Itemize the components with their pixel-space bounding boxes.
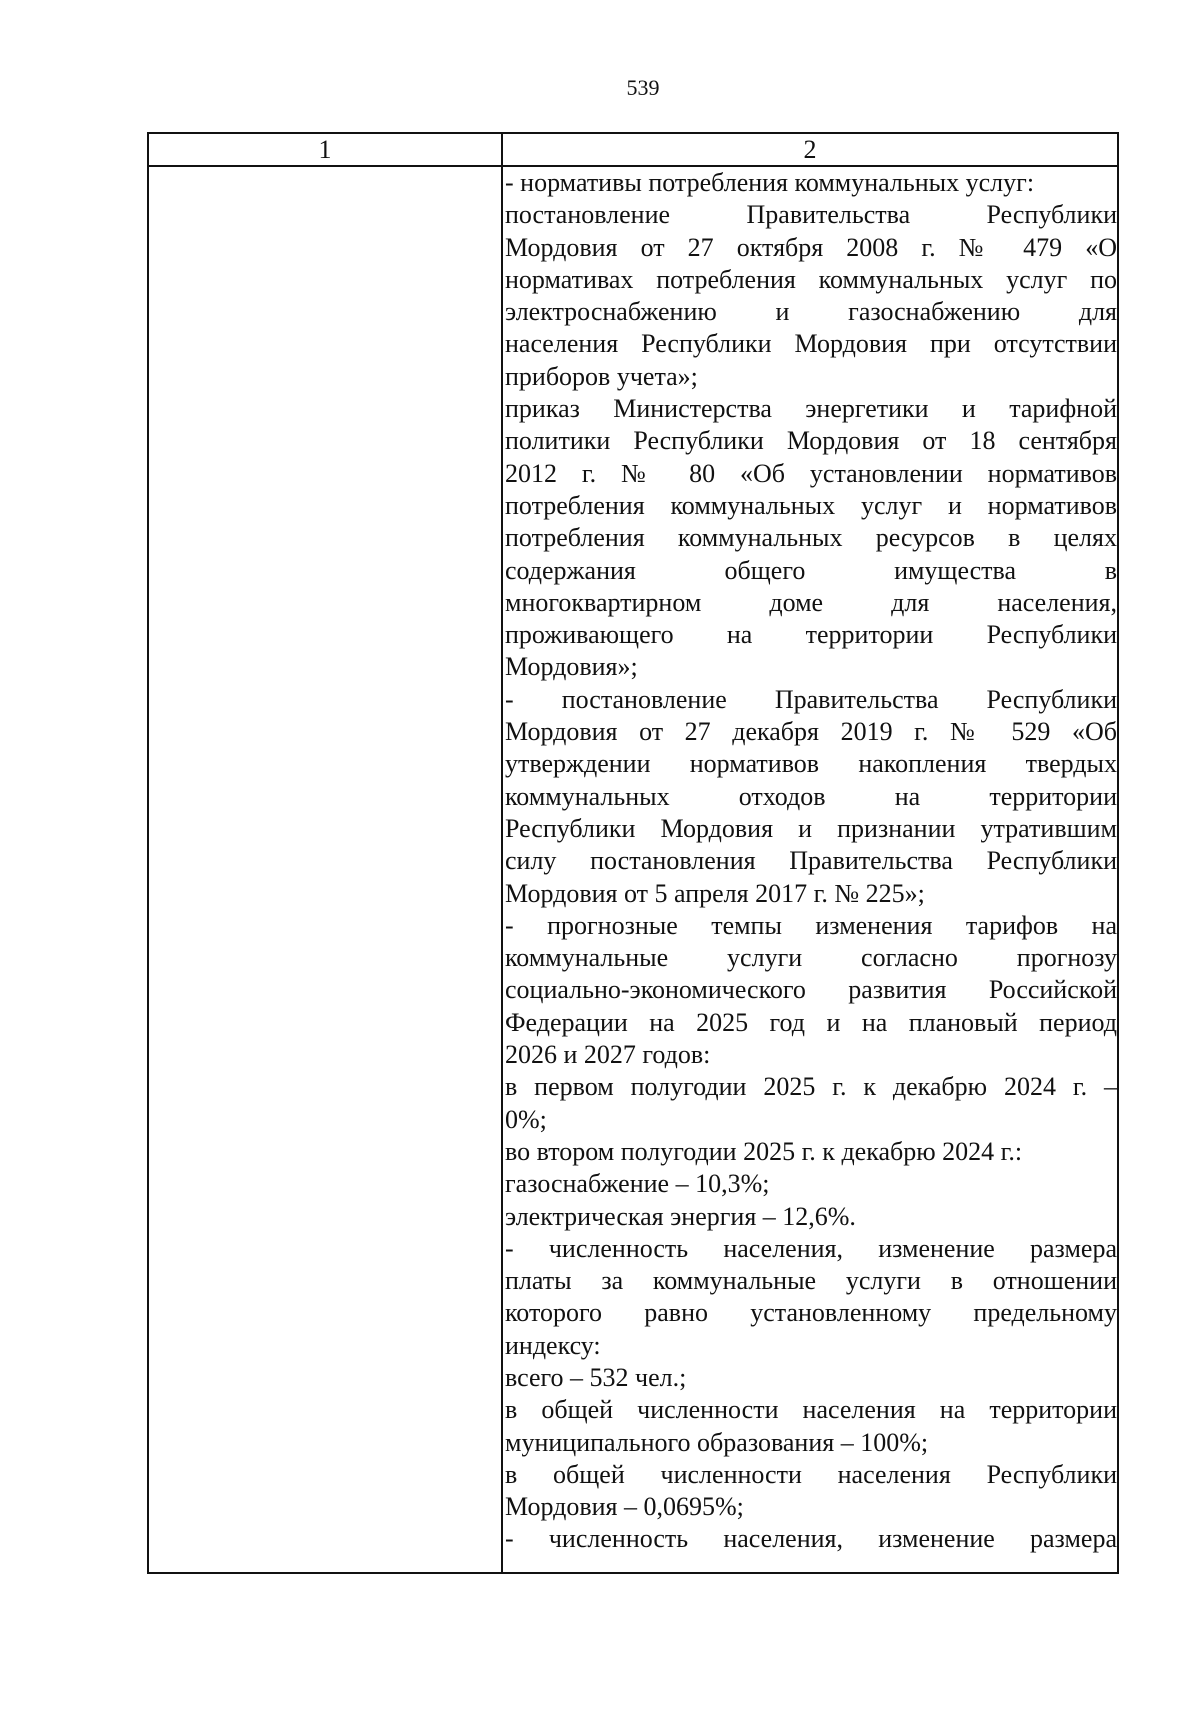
text-line: во втором полугодии 2025 г. к декабрю 2024 г.:: [505, 1136, 1023, 1166]
text-line: содержания общего имущества в: [505, 555, 1117, 585]
text-line: Федерации на 2025 год и на плановый период: [505, 1007, 1117, 1037]
text-line: - постановление Правительства Республики: [505, 684, 1117, 714]
text-line: проживающего на территории Республики: [505, 620, 1117, 650]
table-header-row: [149, 134, 1117, 167]
text-line: приказ Министерства энергетики и тарифной: [505, 394, 1117, 424]
text-line: газоснабжение – 10,3%;: [505, 1169, 770, 1199]
text-line: утверждении нормативов накопления твердых: [505, 749, 1117, 779]
column-2-content: [505, 167, 1117, 1556]
text-line: Мордовия – 0,0695%;: [505, 1492, 744, 1522]
text-line: 2026 и 2027 годов:: [505, 1040, 711, 1070]
text-line: политики Республики Мордовия от 18 сентября: [505, 426, 1117, 456]
text-line: платы за коммунальные услуги в отношении: [505, 1266, 1117, 1296]
text-line: многоквартирном доме для населения,: [505, 587, 1117, 617]
text-line: нормативах потребления коммунальных услуг по: [505, 264, 1117, 294]
text-line: в общей численности населения Республики: [505, 1459, 1117, 1489]
text-line: электрическая энергия – 12,6%.: [505, 1201, 856, 1231]
text-line: Мордовия»;: [505, 652, 638, 682]
text-line: 2012 г. № 80 «Об установлении нормативов: [505, 458, 1117, 488]
text-line: постановление Правительства Республики: [505, 200, 1117, 230]
column-divider: [501, 134, 503, 1572]
text-line: коммунальных отходов на территории: [505, 781, 1117, 811]
text-line: Республики Мордовия и признании утратившим: [505, 813, 1117, 843]
document-table: [147, 132, 1119, 1574]
column-1-header: 1: [318, 135, 332, 164]
page-number: 539: [626, 75, 660, 100]
text-line: - численность населения, изменение размера: [505, 1233, 1117, 1263]
text-line: потребления коммунальных ресурсов в целях: [505, 523, 1117, 553]
text-line: которого равно установленному предельному: [505, 1298, 1117, 1328]
text-line: 0%;: [505, 1104, 547, 1134]
text-line: в первом полугодии 2025 г. к декабрю 2024 г. –: [505, 1072, 1117, 1102]
text-line: приборов учета»;: [505, 361, 698, 391]
text-line: в общей численности населения на территории: [505, 1395, 1117, 1425]
text-line: муниципального образования – 100%;: [505, 1427, 929, 1457]
text-line: населения Республики Мордовия при отсутствии: [505, 329, 1117, 359]
text-line: Мордовия от 27 декабря 2019 г. № 529 «Об: [505, 717, 1117, 747]
text-line: индексу:: [505, 1330, 601, 1360]
text-line: Мордовия от 27 октября 2008 г. № 479 «О: [505, 232, 1117, 262]
text-line: всего – 532 чел.;: [505, 1362, 687, 1392]
column-2-header: 2: [803, 135, 817, 164]
text-line: потребления коммунальных услуг и нормативов: [505, 490, 1117, 520]
text-line: - прогнозные темпы изменения тарифов на: [505, 910, 1117, 940]
text-line: - нормативы потребления коммунальных услуг:: [505, 168, 1035, 197]
text-line: электроснабжению и газоснабжению для: [505, 297, 1117, 327]
text-line: социально-экономического развития Российской: [505, 975, 1117, 1005]
text-line: силу постановления Правительства Республики: [505, 846, 1117, 876]
text-line: - численность населения, изменение размера: [505, 1524, 1117, 1554]
text-line: Мордовия от 5 апреля 2017 г. № 225»;: [505, 878, 925, 908]
text-line: коммунальные услуги согласно прогнозу: [505, 943, 1117, 973]
